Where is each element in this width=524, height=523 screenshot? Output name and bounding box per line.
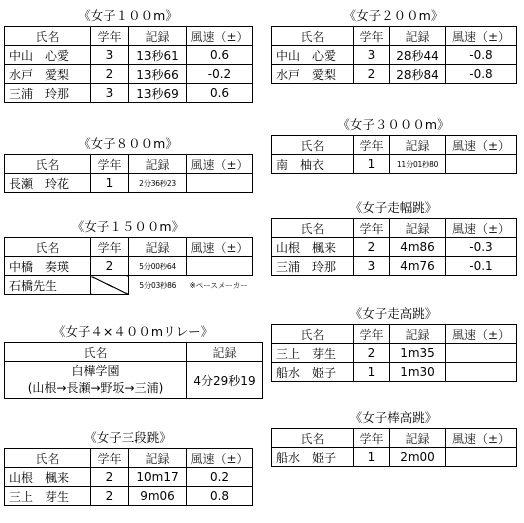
athlete-grade: 2 [354,238,390,257]
athlete-record: 5分00秒64 [129,257,187,276]
header-row [5,238,253,257]
header-wind: 風速（±） [446,429,517,448]
athlete-record: 1m35 [390,344,446,363]
header-row [5,449,253,468]
header-grade: 学年 [354,325,390,344]
athlete-wind [187,174,253,193]
event-women-3000m [271,115,516,174]
table-row [5,257,253,276]
event-title: 《女子４×４００mリレー》 [52,324,214,339]
header-record: 記録 [390,27,446,46]
header-record: 記録 [129,27,187,46]
athlete-wind: -0.8 [446,65,517,84]
header-grade: 学年 [91,27,129,46]
event-title: 《女子３０００m》 [337,117,450,132]
header-row [272,136,517,155]
results-table [4,342,263,399]
table-row [272,344,517,363]
event-women-100m [4,6,252,103]
table-row [5,362,263,399]
event-title: 《女子走幅跳》 [349,200,438,215]
header-wind: 風速（±） [446,219,517,238]
header-record: 記録 [390,219,446,238]
athlete-record: 2分36秒23 [129,174,187,193]
athlete-grade: 3 [91,46,129,65]
relay-record: 4分29秒19 [187,362,263,399]
event-women-high-jump [271,304,516,382]
header-row [272,325,517,344]
header-grade: 学年 [354,136,390,155]
header-wind: 風速（±） [446,27,517,46]
event-women-800m [4,134,252,193]
results-table [4,448,253,506]
header-wind: 風速（±） [187,155,253,174]
event-title: 《女子１００m》 [78,8,178,23]
athlete-record: 5分03秒86 [139,280,177,290]
athlete-grade: 1 [354,155,390,174]
team-name: 白樺学園 [71,364,120,378]
header-row [5,27,253,46]
header-wind: 風速（±） [446,325,517,344]
athlete-wind [446,344,517,363]
athlete-grade: 2 [91,487,129,506]
grade-slash [91,276,129,295]
table-row [272,46,517,65]
athlete-wind: -0.1 [446,257,517,276]
athlete-grade: 1 [91,174,129,193]
athlete-name: 山根 楓来 [272,238,354,257]
pacemaker-note: ※ペースメーカー [189,280,248,290]
header-record: 記録 [187,343,263,362]
athlete-name: 船水 姫子 [272,448,354,467]
results-table [4,237,253,295]
table-row [272,155,517,174]
table-row [272,238,517,257]
athlete-wind: -0.2 [187,65,253,84]
athlete-record: 2m00 [390,448,446,467]
athlete-grade: 3 [354,46,390,65]
event-women-long-jump [271,198,516,276]
event-title: 《女子８００m》 [78,136,178,151]
athlete-name: 三上 芽生 [5,487,91,506]
athlete-grade: 3 [354,257,390,276]
athlete-name: 長瀬 玲花 [5,174,91,193]
header-grade: 学年 [91,238,129,257]
athlete-record: 28秒44 [390,46,446,65]
athlete-wind [446,155,517,174]
athlete-name: 南 柚衣 [272,155,354,174]
athlete-grade: 3 [91,84,129,103]
event-title: 《女子２００m》 [343,8,444,23]
header-wind: 風速（±） [187,27,253,46]
header-grade: 学年 [354,219,390,238]
athlete-wind [446,363,517,382]
athlete-name: 中山 心愛 [5,46,91,65]
header-row [5,155,253,174]
athlete-wind: 0.6 [187,46,253,65]
event-women-relay [4,322,262,399]
athlete-wind: -0.3 [446,238,517,257]
athlete-record: 28秒84 [390,65,446,84]
table-row [272,257,517,276]
event-title: 《女子走高跳》 [349,306,438,321]
event-women-pole-vault [271,408,516,467]
header-name: 氏名 [272,136,354,155]
event-women-1500m [4,217,252,295]
event-title: 《女子棒高跳》 [349,410,438,425]
table-row [272,65,517,84]
header-row [272,429,517,448]
athlete-wind: 0.2 [187,468,253,487]
header-record: 記録 [390,429,446,448]
header-row [5,343,263,362]
header-name: 氏名 [272,219,354,238]
athlete-wind [187,257,253,276]
athlete-name: 三上 芽生 [272,344,354,363]
header-wind: 風速（±） [187,238,253,257]
event-women-triple-jump [4,428,252,506]
athlete-name: 水戸 愛梨 [5,65,91,84]
header-record: 記録 [129,238,187,257]
header-name: 氏名 [272,429,354,448]
table-row [5,84,253,103]
athlete-grade: 2 [91,257,129,276]
athlete-name: 石橋先生 [5,276,91,295]
event-title: 《女子三段跳》 [84,430,172,445]
event-women-200m [271,6,516,84]
athlete-record: 4m86 [390,238,446,257]
athlete-name: 水戸 愛梨 [272,65,354,84]
athlete-name: 中橋 奏瑛 [5,257,91,276]
athlete-grade: 1 [354,363,390,382]
athlete-record: 10m17 [129,468,187,487]
athlete-grade: 2 [91,65,129,84]
header-wind: 風速（±） [187,449,253,468]
header-name: 氏名 [5,155,91,174]
header-grade: 学年 [91,449,129,468]
header-wind: 風速（±） [446,136,517,155]
header-record: 記録 [129,155,187,174]
athlete-wind: 0.8 [187,487,253,506]
header-record: 記録 [390,325,446,344]
table-row [272,363,517,382]
event-title: 《女子１５００m》 [71,219,185,234]
header-name: 氏名 [5,343,187,362]
results-table [4,26,253,103]
athlete-wind: -0.8 [446,46,517,65]
header-row [272,219,517,238]
athlete-name: 船水 姫子 [272,363,354,382]
athlete-record: 13秒69 [129,84,187,103]
athlete-name: 三浦 玲那 [272,257,354,276]
header-name: 氏名 [5,27,91,46]
table-row [5,468,253,487]
results-table [4,154,253,193]
results-table [271,135,517,174]
team-members: (山根→長瀬→野坂→三浦) [27,381,164,395]
header-grade: 学年 [91,155,129,174]
athlete-grade: 2 [354,344,390,363]
athlete-grade: 2 [91,468,129,487]
results-table [271,218,517,276]
header-record: 記録 [129,449,187,468]
header-grade: 学年 [354,429,390,448]
header-name: 氏名 [272,325,354,344]
header-row [272,27,517,46]
table-row [272,448,517,467]
table-row [5,46,253,65]
athlete-grade: 2 [354,65,390,84]
athlete-record: 13秒66 [129,65,187,84]
table-row [5,65,253,84]
athlete-name: 山根 楓来 [5,468,91,487]
header-record: 記録 [390,136,446,155]
header-name: 氏名 [5,238,91,257]
athlete-wind: 0.6 [187,84,253,103]
table-row [5,487,253,506]
header-grade: 学年 [354,27,390,46]
athlete-name: 中山 心愛 [272,46,354,65]
results-table [271,428,517,467]
header-name: 氏名 [5,449,91,468]
athlete-record: 9m06 [129,487,187,506]
athlete-record: 13秒61 [129,46,187,65]
table-row [5,174,253,193]
athlete-wind [446,448,517,467]
athlete-record: 4m76 [390,257,446,276]
results-table [271,324,517,382]
athlete-record: 1m30 [390,363,446,382]
results-table [271,26,517,84]
header-name: 氏名 [272,27,354,46]
athlete-record: 11分01秒80 [390,155,446,174]
relay-team [5,362,187,399]
athlete-name: 三浦 玲那 [5,84,91,103]
table-row [5,276,253,295]
athlete-grade: 1 [354,448,390,467]
